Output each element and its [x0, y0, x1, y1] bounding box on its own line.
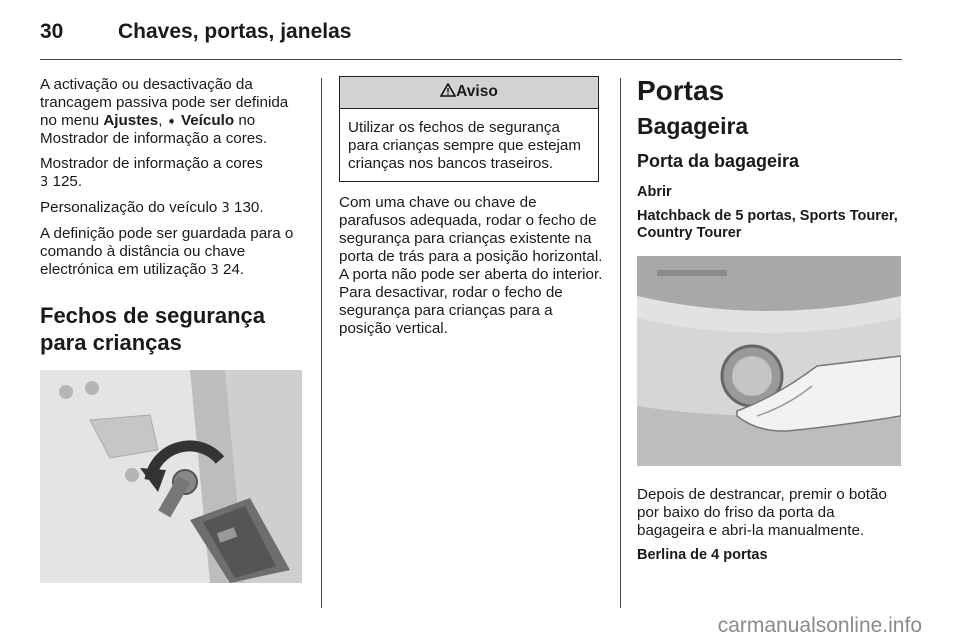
label-berlina: Berlina de 4 portas [637, 547, 768, 563]
menu-veiculo: Veículo [176, 112, 235, 129]
column-3 [637, 76, 903, 571]
page-ref-number[interactable]: 125. [48, 173, 83, 190]
paragraph-personalization [40, 199, 308, 218]
paragraph-info-display [40, 155, 308, 192]
warning-text: Utilizar os fechos de segurança para crianças sempre que estejam crianças nos bancos traseiros. [348, 119, 581, 172]
warning-triangle-icon [440, 83, 456, 97]
paragraph-child-lock-instructions: Com uma chave ou chave de parafusos adequada, rodar o fecho de segurança para crianças existente na porta de trás para a posição horizontal. A porta não pode ser aberta do interior. Para desactivar, rodar o fecho de segurança para crianças para a posição vertical. [339, 194, 603, 337]
header-rule [40, 59, 902, 60]
column-divider-1 [321, 78, 322, 608]
warning-title: Aviso [456, 83, 498, 100]
text-run: Personalização do veículo [40, 199, 222, 216]
page-title: Chaves, portas, janelas [118, 20, 352, 43]
page-header [40, 20, 351, 44]
warning-header [340, 77, 598, 109]
page-ref-icon[interactable]: 3 [210, 263, 219, 278]
section-heading-child-locks: Fechos de segurança para crianças [40, 303, 265, 355]
menu-ajustes: Ajustes [103, 112, 159, 129]
paragraph-open-tailgate: Depois de destrancar, premir o botão por baixo do friso da porta da bagageira e abri-la manualmente. [637, 486, 887, 539]
door-lock-key-image [40, 370, 302, 583]
tailgate-handle-image [637, 256, 901, 466]
text-run: A definição pode ser guardada para o comando à distância ou chave electrónica em utilização [40, 225, 294, 278]
arrow-icon: ➧ [166, 114, 177, 128]
warning-box [339, 76, 599, 182]
label-abrir: Abrir [637, 184, 672, 200]
section-title-bagageira: Bagageira [637, 113, 749, 139]
text-run: no Mostrador de informação a cores. [40, 112, 268, 147]
page-ref-number[interactable]: 130. [229, 199, 264, 216]
page-ref-icon[interactable]: 3 [40, 175, 49, 190]
text-run: , [158, 112, 167, 129]
text-run: A activação ou desactivação da trancagem passiva pode ser definida no menu [40, 76, 289, 129]
page-ref-icon[interactable]: 3 [221, 201, 230, 216]
page-ref-number[interactable]: 24. [218, 261, 245, 278]
column-2 [339, 76, 603, 345]
label-hatchback-models: Hatchback de 5 portas, Sports Tourer, Country Tourer [637, 208, 898, 241]
text-run: Mostrador de informação a cores [40, 155, 263, 172]
chapter-title-portas: Portas [637, 75, 725, 106]
column-1 [40, 76, 308, 583]
subsection-title-porta-bagageira: Porta da bagageira [637, 151, 800, 171]
paragraph-passive-lock [40, 76, 308, 148]
page-number: 30 [40, 20, 64, 43]
column-divider-2 [620, 78, 621, 608]
watermark-credit: carmanualsonline.info [717, 614, 922, 637]
paragraph-setting-saved [40, 225, 308, 280]
